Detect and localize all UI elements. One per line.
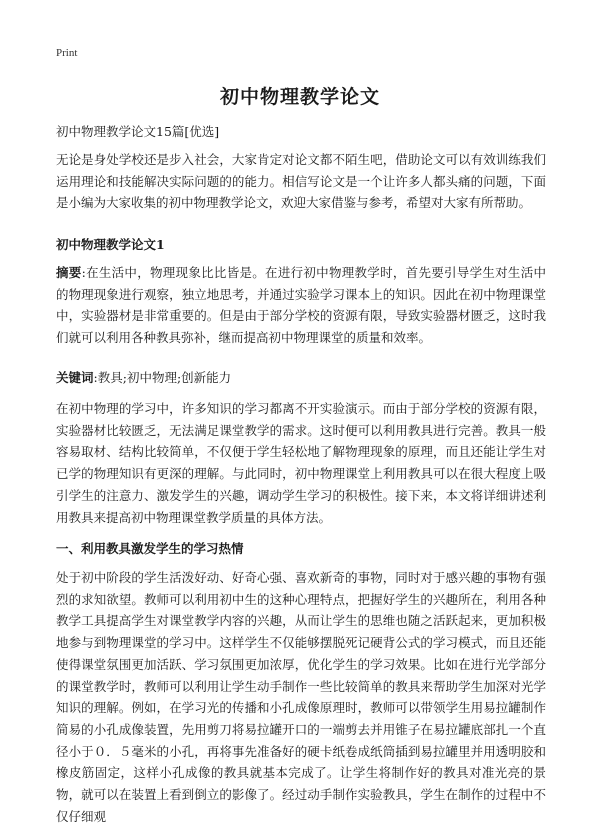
intro-paragraph: 无论是身处学校还是步入社会，大家肯定对论文都不陌生吧，借助论文可以有效训练我们运用理论和技能解决实际问题的的能力。相信写论文是一个让许多人都头痛的问题，下面是小编为大家收集的初中物理教学论文，欢迎大家借鉴与参考，希望对大家有所帮助。 [56, 152, 546, 211]
document-title: 初中物理教学论文 [219, 86, 380, 108]
section-paragraph: 处于初中阶段的学生活泼好动、好奇心强、喜欢新奇的事物，同时对于感兴趣的事物有强烈的求知欲望。教师可以利用初中生的这种心理特点，把握好学生的兴趣所在，利用各种教学工具提高学生对课堂教学内容的兴趣，从而让学生的思维也随之活跃起来，更加积极地参与到物理课堂的学习中。这样学生不仅能够摆脱死记硬背公式的学习模式，而且还能使得课堂氛围更加活跃、学习氛围更加浓厚，优化学生的学习效果。比如在进行光学部分的课堂教学时，教师可以利用让学生动手制作一些比较简单的教具来帮助学生加深对光学知识的理解。例如，在学习光的传播和小孔成像原理时，教师可以带领学生用易拉罐制作简易的小孔成像装置，先用剪刀将易拉罐开口的一端剪去并用锥子在易拉罐底部扎一个直径小于０．５毫米的小孔，再将事先准备好的硬卡纸卷成纸筒插到易拉罐里并用透明胶和橡皮筋固定，这样小孔成像的教具就基本完成了。让学生将制作好的教具对准光亮的景物，就可以在装置上看到倒立的影像了。经过动手制作实验教具，学生在制作的过程中不仅仔细观 [56, 570, 546, 824]
article-heading: 初中物理教学论文1 [56, 237, 165, 252]
document-subtitle: 初中物理教学论文15篇[优选] [56, 124, 220, 139]
abstract-text: :在生活中，物理现象比比皆是。在进行初中物理教学时，首先要引导学生对生活中的物理现象进行观察，独立地思考，并通过实验学习课本上的知识。因此在初中物理课堂中，实验器材是非常重要的。但是由于部分学校的资源有限，导致实验器材匮乏，这时我们就可以利用各种教具弥补，继而提高初中物理课堂的质量和效率。 [56, 265, 546, 346]
abstract-paragraph [56, 262, 546, 349]
keywords-text: :教具;初中物理;创新能力 [93, 370, 232, 385]
body-paragraph: 在初中物理的学习中，许多知识的学习都离不开实验演示。而由于部分学校的资源有限，实验器材比较匮乏，无法满足课堂教学的需求。这时便可以利用教具进行完善。教具一般容易取材、结构比较简单，不仅便于学生轻松地了解物理现象的原理，而且还能让学生对已学的物理知识有更深的理解。与此同时，初中物理课堂上利用教具可以在很大程度上吸引学生的注意力、激发学生的兴趣，调动学生学习的积极性。接下来，本文将详细讲述利用教具来提高初中物理课堂教学质量的具体方法。 [56, 401, 546, 525]
abstract-label: 摘要 [56, 265, 82, 280]
section-heading: 一、利用教具激发学生的学习热情 [56, 541, 244, 556]
print-label[interactable]: Print [56, 47, 78, 59]
keywords-line [56, 368, 231, 386]
keywords-label: 关键词 [56, 370, 94, 385]
